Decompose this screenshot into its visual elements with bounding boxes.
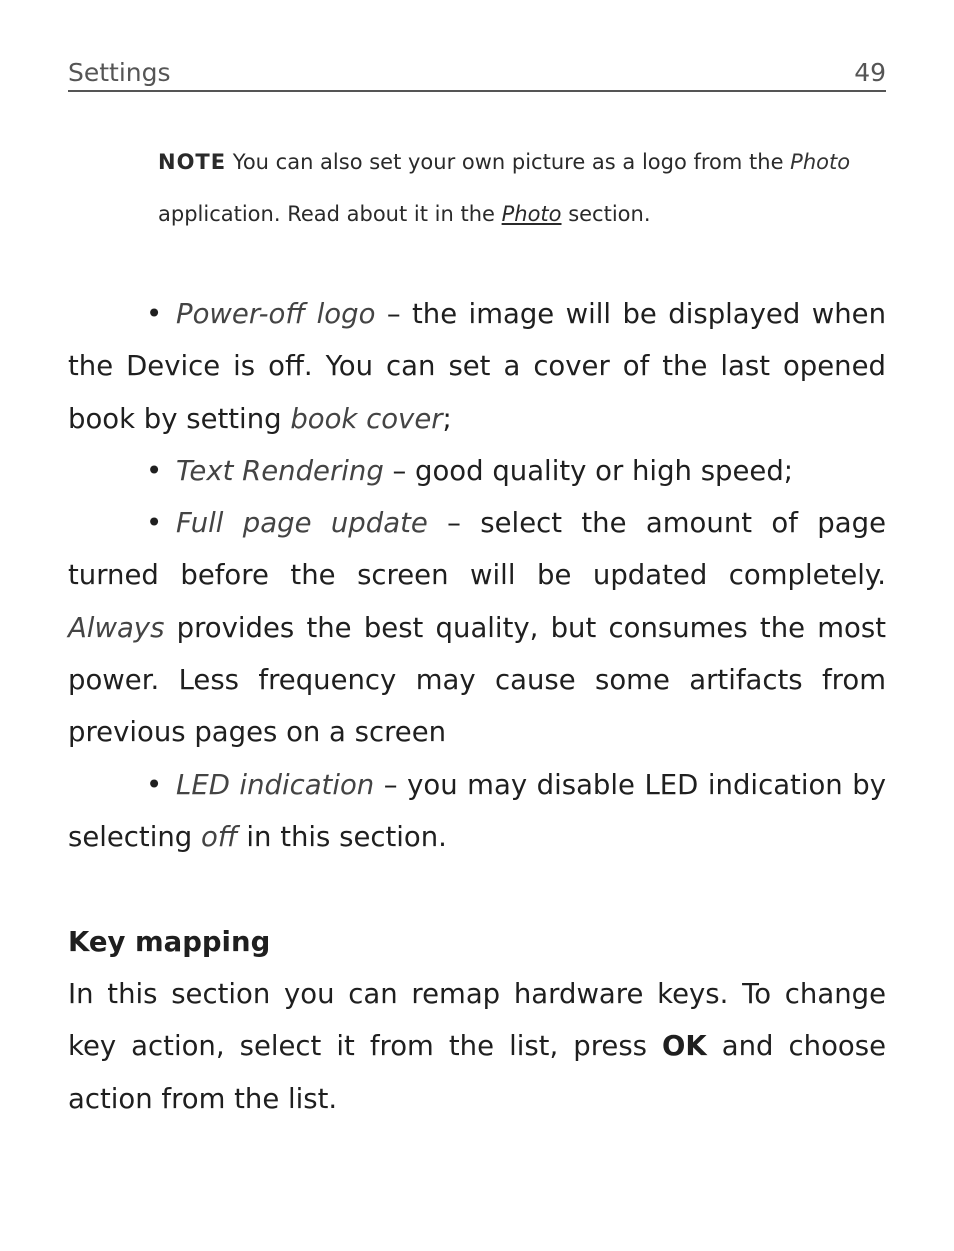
bullet-dot-icon: • [146,768,163,801]
bullet-text: ; [442,402,452,435]
bullet-item [68,288,886,445]
bullet-text: – select the amount of page turned before the screen will be updated completely. [68,507,886,592]
bullet-item [68,445,886,497]
bullet-text: – you may disable LED indication by selecting [68,768,887,853]
bullet-text: in this section. [237,820,447,853]
key-mapping-paragraph [68,968,886,1125]
bullet-term: Full page update [176,507,428,540]
note-text-1: You can also set your own picture as a logo from the [226,150,791,174]
bullet-text: provides the best quality, but consumes the most power. Less frequency may cause some artifacts from previous pages on a screen [68,611,886,749]
section-title-key-mapping: Key mapping [68,926,271,958]
bullet-item [68,497,886,758]
key-mapping-text-1: In this section you can remap hardware keys. To change key action, select it from the list, press [68,978,886,1063]
bullet-italic-text: off [200,820,238,853]
bullet-dot-icon: • [146,507,163,540]
note-text-2: application. Read about it in the [158,202,502,226]
bullet-term: Text Rendering [176,454,384,487]
photo-section-link[interactable]: Photo [501,202,562,226]
note-label: NOTE [158,150,227,174]
header-section-name: Settings [68,58,171,87]
page-header [68,56,886,92]
key-mapping-text-2: and choose action from the list. [68,1030,886,1115]
bullet-term: LED indication [176,768,375,801]
header-page-number: 49 [854,58,886,87]
settings-bullet-list [68,288,886,863]
note-paragraph [158,136,886,240]
note-text-3: section. [561,202,651,226]
ok-key-label: OK [662,1030,707,1063]
bullet-dot-icon: • [146,298,163,330]
bullet-italic-text: Always [68,611,165,644]
bullet-term: Power-off logo [176,298,376,330]
bullet-dot-icon: • [146,454,163,487]
bullet-italic-text: book cover [290,402,443,435]
note-photo-app: Photo [790,150,851,174]
bullet-text: – good quality or high speed; [383,454,794,487]
bullet-item [68,759,886,864]
bullet-text: – the image will be displayed when the Device is off. You can set a cover of the last opened book by setting [68,298,886,435]
